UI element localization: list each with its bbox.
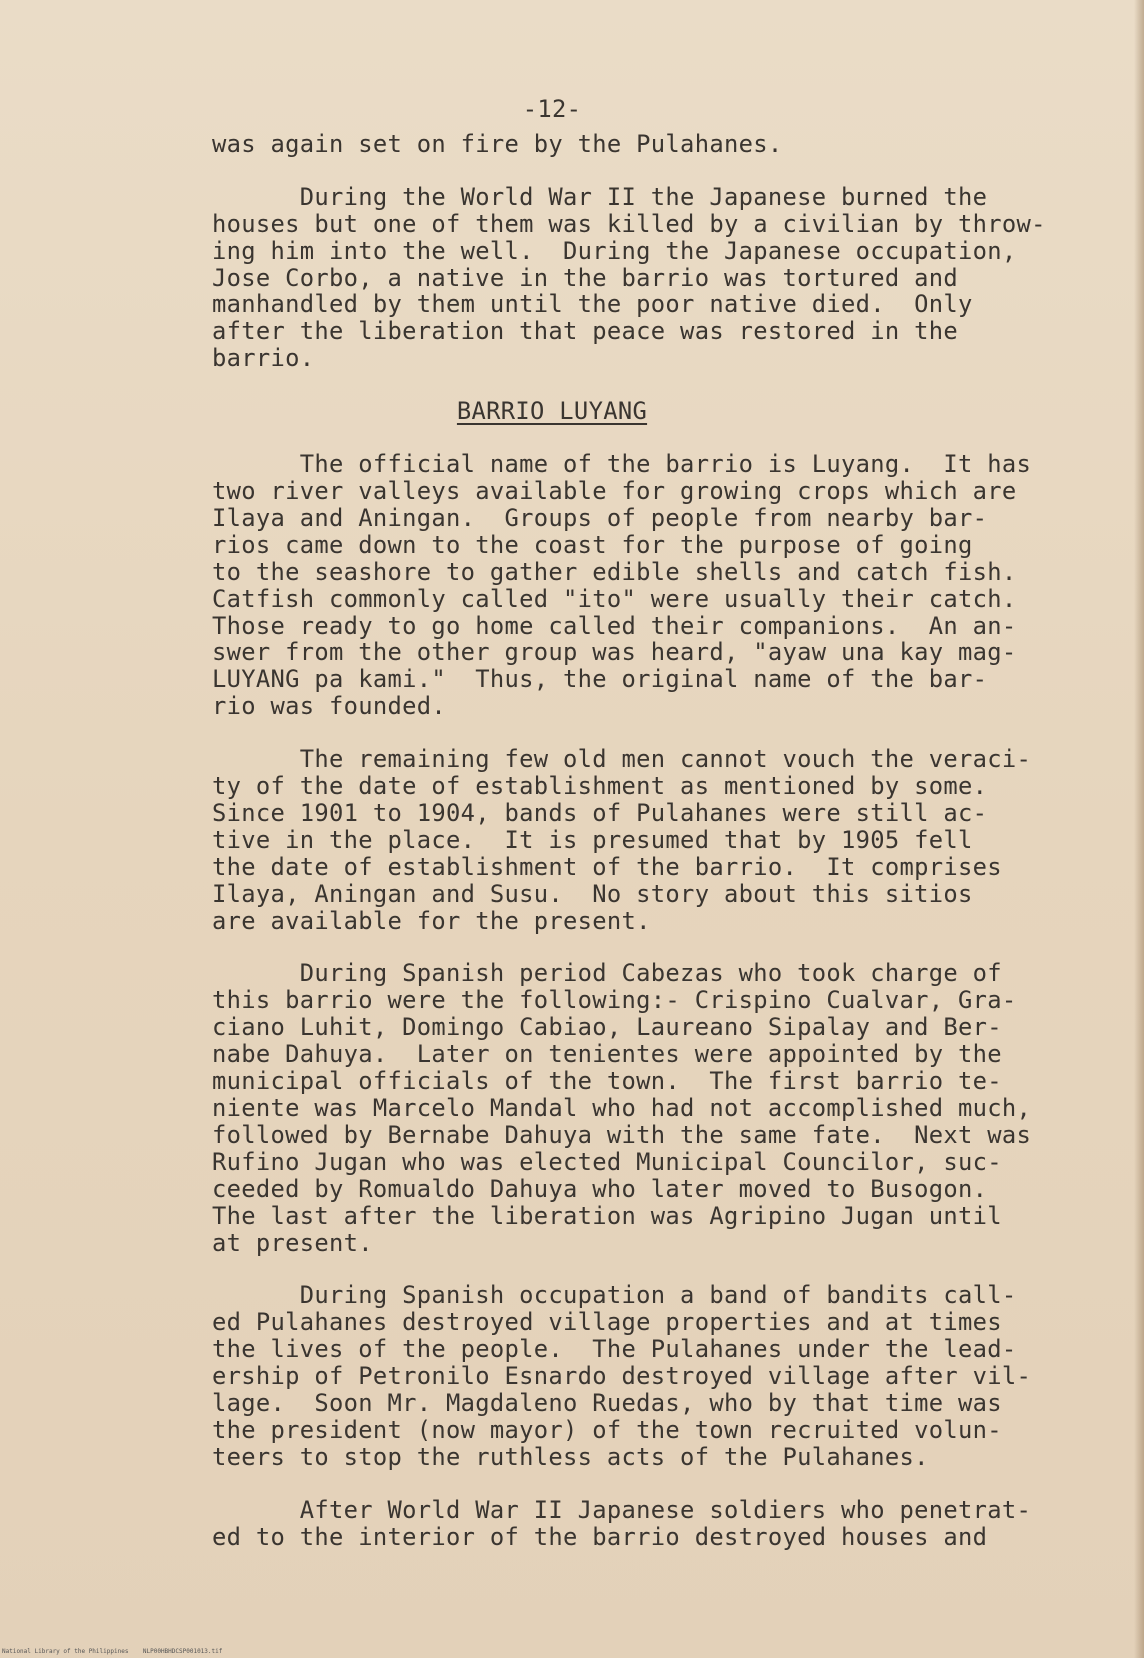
text-line: The remaining few old men cannot vouch the veraci- (212, 745, 1032, 774)
text-line: ceeded by Romualdo Dahuya who later moved to Busogon. (212, 1174, 988, 1203)
text-line: are available for the present. (212, 906, 651, 935)
paragraph (212, 131, 1112, 158)
text-line: The last after the liberation was Agripino Jugan until (212, 1201, 1002, 1230)
text-line: the president (now mayor) of the town recruited volun- (212, 1415, 1002, 1444)
text-line: Jose Corbo, a native in the barrio was tortured and (212, 263, 958, 292)
text-line: the date of establishment of the barrio. It comprises (212, 852, 1002, 881)
text-line: ed Pulahanes destroyed village properties and at times (212, 1308, 1002, 1337)
archive-footer: National Library of the Philippines NLP00HBHDCSP001013.tif (2, 1648, 223, 1655)
text-line: followed by Bernabe Dahuya with the same fate. Next was (212, 1120, 1032, 1149)
text-line: the lives of the people. The Pulahanes under the lead- (212, 1335, 1017, 1364)
typewritten-text (212, 96, 1112, 1551)
page-edge-shadow (1134, 0, 1144, 1658)
text-line: Rufino Jugan who was elected Municipal Councilor, suc- (212, 1147, 1002, 1176)
text-line: Ilaya, Aningan and Susu. No story about this sitios (212, 879, 973, 908)
text-line: During the World War II the Japanese burned the (212, 182, 988, 211)
text-line: LUYANG pa kami." Thus, the original name of the bar- (212, 665, 988, 694)
text-line: swer from the other group was heard, "ayaw una kay mag- (212, 638, 1017, 667)
text-line: manhandled by them until the poor native died. Only (212, 290, 973, 319)
paragraph (212, 960, 1112, 1256)
paragraph (212, 1282, 1112, 1470)
paragraph (212, 1497, 1112, 1551)
text-line: Those ready to go home called their companions. An an- (212, 611, 1017, 640)
text-line: nabe Dahuya. Later on tenientes were appointed by the (212, 1040, 1002, 1069)
paragraph (212, 451, 1112, 720)
paragraph (212, 746, 1112, 934)
section-heading: BARRIO LUYANG (456, 397, 648, 426)
text-line: lage. Soon Mr. Magdaleno Ruedas, who by that time was (212, 1389, 1002, 1418)
text-line: ty of the date of establishment as mentioned by some. (212, 772, 988, 801)
text-line: this barrio were the following:- Crispino Cualvar, Gra- (212, 986, 1017, 1015)
text-line: at present. (212, 1228, 373, 1257)
text-line: After World War II Japanese soldiers who penetrat- (212, 1495, 1032, 1524)
text-line: ership of Petronilo Esnardo destroyed village after vil- (212, 1362, 1032, 1391)
page-number: -12- (522, 95, 582, 123)
text-line: Catfish commonly called "ito" were usually their catch. (212, 584, 1017, 613)
paragraph (212, 184, 1112, 372)
text-line: ed to the interior of the barrio destroyed houses and (212, 1522, 988, 1551)
text-line: was again set on fire by the Pulahanes. (212, 129, 783, 158)
text-line: Ilaya and Aningan. Groups of people from nearby bar- (212, 503, 988, 532)
text-line: During Spanish period Cabezas who took charge of (212, 959, 1002, 988)
text-line: to the seashore to gather edible shells and catch fish. (212, 557, 1017, 586)
text-line: rios came down to the coast for the purpose of going (212, 530, 973, 559)
text-line: municipal officials of the town. The first barrio te- (212, 1067, 1002, 1096)
text-line: niente was Marcelo Mandal who had not accomplished much, (212, 1094, 1032, 1122)
text-line: ing him into the well. During the Japanese occupation, (212, 236, 1017, 265)
text-line: teers to stop the ruthless acts of the Pulahanes. (212, 1442, 929, 1471)
text-line: barrio. (212, 344, 315, 373)
text-line: rio was founded. (212, 692, 447, 721)
text-line: The official name of the barrio is Luyang. It has (212, 450, 1032, 479)
text-line: During Spanish occupation a band of bandits call- (212, 1281, 1017, 1310)
text-line: Since 1901 to 1904, bands of Pulahanes were still ac- (212, 798, 988, 827)
text-line: houses but one of them was killed by a civilian by throw- (212, 209, 1046, 238)
text-line: ciano Luhit, Domingo Cabiao, Laureano Sipalay and Ber- (212, 1013, 1002, 1042)
text-line: two river valleys available for growing crops which are (212, 476, 1017, 505)
text-line: tive in the place. It is presumed that by 1905 fell (212, 825, 973, 854)
text-line: after the liberation that peace was restored in the (212, 317, 958, 346)
